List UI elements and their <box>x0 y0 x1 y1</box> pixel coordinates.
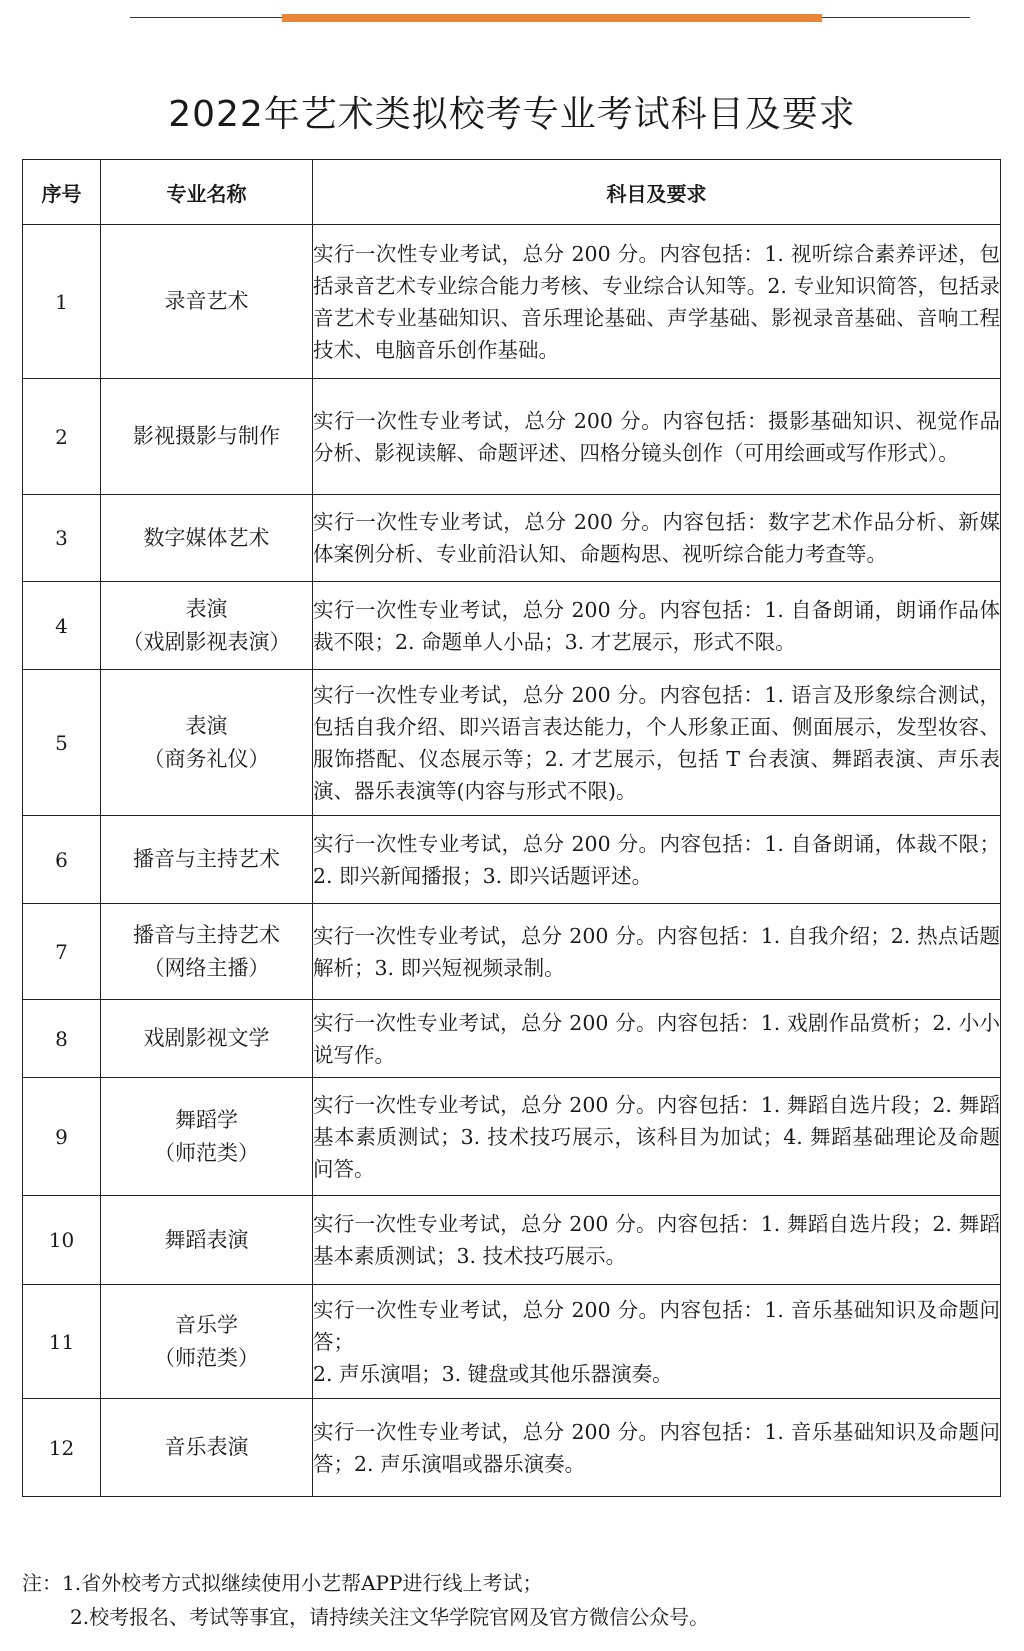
row-requirements: 实行一次性专业考试，总分 200 分。内容包括：1. 音乐基础知识及命题问答；2. 声乐演唱或器乐演奏。 <box>313 1399 1001 1497</box>
row-index: 8 <box>23 1000 101 1078</box>
row-index: 5 <box>23 670 101 816</box>
table-row <box>23 1285 1001 1399</box>
major-name: 播音与主持艺术 <box>133 847 280 871</box>
major-subtitle: （师范类） <box>154 1140 259 1165</box>
major-subtitle: （师范类） <box>154 1345 259 1370</box>
requirements-table <box>22 159 1001 1497</box>
requirements-line: 实行一次性专业考试，总分 200 分。内容包括：1. 音乐基础知识及命题问答； <box>313 1297 1000 1354</box>
row-major <box>101 904 313 1000</box>
header-index: 序号 <box>23 160 101 225</box>
row-major <box>101 1399 313 1497</box>
table-row <box>23 1000 1001 1078</box>
row-major <box>101 1196 313 1285</box>
row-index: 3 <box>23 495 101 582</box>
row-index: 1 <box>23 225 101 379</box>
table-row <box>23 1399 1001 1497</box>
table-row <box>23 1078 1001 1196</box>
row-index: 10 <box>23 1196 101 1285</box>
header-requirements: 科目及要求 <box>313 160 1001 225</box>
row-major <box>101 816 313 904</box>
major-name: 影视摄影与制作 <box>133 424 280 448</box>
row-major <box>101 225 313 379</box>
row-requirements <box>313 1285 1001 1399</box>
major-name: 数字媒体艺术 <box>143 525 270 550</box>
row-requirements: 实行一次性专业考试，总分 200 分。内容包括：1. 视听综合素养评述，包括录音艺术专业综合能力考核、专业综合认知等。2. 专业知识简答，包括录音艺术专业基础知识、音乐理论基础、声学基础、影视录音基础、音响工程技术、电脑音乐创作基础。 <box>313 225 1001 379</box>
major-name: 播音与主持艺术 <box>133 922 280 947</box>
page-title: 2022年艺术类拟校考专业考试科目及要求 <box>168 94 856 135</box>
major-name: 表演 <box>185 596 228 621</box>
major-name: 舞蹈学 <box>175 1107 238 1132</box>
row-major <box>101 495 313 582</box>
major-subtitle: （戏剧影视表演） <box>122 629 291 654</box>
row-requirements: 实行一次性专业考试，总分 200 分。内容包括：1. 自备朗诵，体裁不限；2. 即兴新闻播报；3. 即兴话题评述。 <box>313 816 1001 904</box>
row-index: 2 <box>23 379 101 495</box>
row-major <box>101 1078 313 1196</box>
row-major <box>101 582 313 670</box>
table-row <box>23 1196 1001 1285</box>
row-requirements: 实行一次性专业考试，总分 200 分。内容包括：数字艺术作品分析、新媒体案例分析、专业前沿认知、命题构思、视听综合能力考查等。 <box>313 495 1001 582</box>
row-requirements: 实行一次性专业考试，总分 200 分。内容包括：1. 舞蹈自选片段；2. 舞蹈基本素质测试；3. 技术技巧展示，该科目为加试；4. 舞蹈基础理论及命题问答。 <box>313 1078 1001 1196</box>
major-name: 音乐表演 <box>164 1435 249 1459</box>
header-major: 专业名称 <box>101 160 313 225</box>
row-requirements: 实行一次性专业考试，总分 200 分。内容包括：1. 舞蹈自选片段；2. 舞蹈基本素质测试；3. 技术技巧展示。 <box>313 1196 1001 1285</box>
major-subtitle: （商务礼仪） <box>143 746 270 771</box>
row-requirements: 实行一次性专业考试，总分 200 分。内容包括：摄影基础知识、视觉作品分析、影视读解、命题评述、四格分镜头创作（可用绘画或写作形式）。 <box>313 379 1001 495</box>
major-name: 录音艺术 <box>164 289 249 313</box>
row-index: 12 <box>23 1399 101 1497</box>
table-row <box>23 379 1001 495</box>
note-2: 2.校考报名、考试等事宜，请持续关注文华学院官网及官方微信公众号。 <box>70 1605 710 1629</box>
table-row <box>23 670 1001 816</box>
row-major <box>101 670 313 816</box>
table-row <box>23 495 1001 582</box>
table-row <box>23 816 1001 904</box>
row-major <box>101 1000 313 1078</box>
row-requirements: 实行一次性专业考试，总分 200 分。内容包括：1. 自备朗诵，朗诵作品体裁不限；2. 命题单人小品；3. 才艺展示，形式不限。 <box>313 582 1001 670</box>
table-row <box>23 904 1001 1000</box>
row-requirements: 实行一次性专业考试，总分 200 分。内容包括：1. 语言及形象综合测试，包括自我介绍、即兴语言表达能力，个人形象正面、侧面展示，发型妆容、服饰搭配、仪态展示等；2. 才艺展示，包括 T 台表演、舞蹈表演、声乐表演、器乐表演等(内容与形式不限)。 <box>313 670 1001 816</box>
note-1: 注：1.省外校考方式拟继续使用小艺帮APP进行线上考试； <box>22 1571 543 1595</box>
row-requirements: 实行一次性专业考试，总分 200 分。内容包括：1. 自我介绍；2. 热点话题解析；3. 即兴短视频录制。 <box>313 904 1001 1000</box>
major-name: 舞蹈表演 <box>164 1227 249 1252</box>
table-row <box>23 225 1001 379</box>
table-header-row <box>23 160 1001 225</box>
table-row <box>23 582 1001 670</box>
major-name: 戏剧影视文学 <box>143 1026 270 1050</box>
row-index: 9 <box>23 1078 101 1196</box>
notes <box>22 1566 1002 1634</box>
row-requirements: 实行一次性专业考试，总分 200 分。内容包括：1. 戏剧作品赏析；2. 小小说写作。 <box>313 1000 1001 1078</box>
row-index: 6 <box>23 816 101 904</box>
requirements-line: 2. 声乐演唱；3. 键盘或其他乐器演奏。 <box>313 1361 673 1386</box>
row-index: 4 <box>23 582 101 670</box>
row-index: 11 <box>23 1285 101 1399</box>
row-index: 7 <box>23 904 101 1000</box>
accent-bar <box>282 14 822 22</box>
major-name: 音乐学 <box>175 1312 238 1337</box>
row-major <box>101 1285 313 1399</box>
major-name: 表演 <box>185 713 228 738</box>
major-subtitle: （网络主播） <box>143 955 270 980</box>
row-major <box>101 379 313 495</box>
